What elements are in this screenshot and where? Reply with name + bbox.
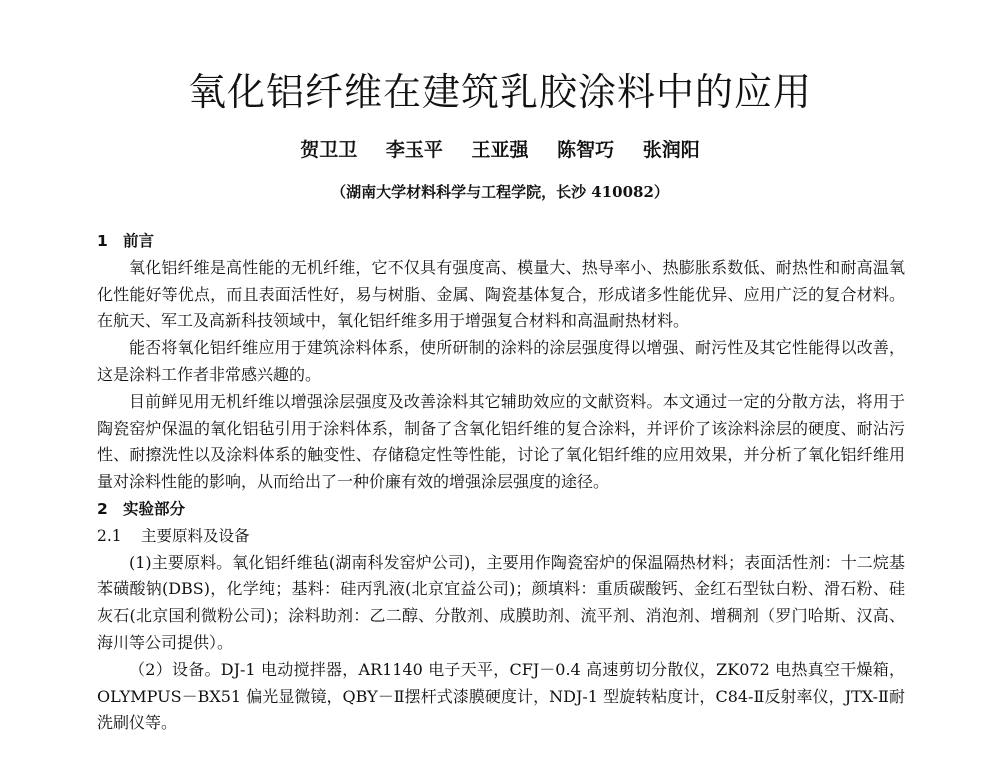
section-title: 实验部分 bbox=[123, 499, 186, 518]
body-paragraph: 氧化铝纤维是高性能的无机纤维，它不仅具有强度高、模量大、热导率小、热膨胀系数低、耐热性和耐高温氧化性能好等优点，而且表面活性好，易与树脂、金属、陶瓷基体复合，形成诸多性能优异、应用广泛的复合材料。在航天、军工及高新科技领域中，氧化铝纤维多用于增强复合材料和高温耐热材料。 bbox=[97, 257, 905, 331]
author-name: 陈智巧 bbox=[557, 139, 615, 161]
author-name: 王亚强 bbox=[471, 139, 529, 161]
section-title: 前言 bbox=[123, 232, 155, 250]
author-list bbox=[0, 137, 1000, 163]
body-paragraph: 目前鲜见用无机纤维以增强涂层强度及改善涂料其它辅助效应的文献资料。本文通过一定的分散方法，将用于陶瓷窑炉保温的氧化铝毡引用于涂料体系，制备了含氧化铝纤维的复合涂料，并评价了该涂料涂层的硬度、耐沾污性、耐擦洗性以及涂料体系的触变性、存储稳定性等性能，讨论了氧化铝纤维的应用效果，并分析了氧化铝纤维用量对涂料性能的影响，从而给出了一种价廉有效的增强涂层强度的途径。 bbox=[97, 391, 905, 492]
section-heading-intro bbox=[97, 228, 905, 255]
subsection-title: 主要原料及设备 bbox=[141, 526, 250, 545]
author-name: 李玉平 bbox=[385, 139, 443, 161]
body-paragraph: 能否将氧化铝纤维应用于建筑涂料体系，使所研制的涂料的涂层强度得以增强、耐污性及其它性能得以改善，这是涂料工作者非常感兴趣的。 bbox=[97, 338, 905, 384]
affiliation: （湖南大学材料科学与工程学院，长沙 410082） bbox=[331, 183, 669, 201]
subsection-number: 2.1 bbox=[97, 526, 122, 545]
body-paragraph: （2）设备。DJ-1 电动搅拌器，AR1140 电子天平，CFJ－0.4 高速剪切分散仪，ZK072 电热真空干燥箱，OLYMPUS－BX51 偏光显微镜，QBY－Ⅱ摆杆式漆膜硬度计，NDJ-1 型旋转粘度计，C84-Ⅱ反射率仪，JTX-Ⅱ耐洗刷仪等。 bbox=[97, 659, 905, 733]
paper-title: 氧化铝纤维在建筑乳胶涂料中的应用 bbox=[187, 70, 812, 114]
section-number: 1 bbox=[97, 232, 108, 250]
author-name: 张润阳 bbox=[642, 139, 700, 161]
section-number: 2 bbox=[97, 499, 108, 518]
subsection-heading bbox=[97, 523, 905, 550]
section-heading-experiment bbox=[97, 496, 905, 523]
author-name: 贺卫卫 bbox=[300, 139, 358, 161]
paper-body bbox=[97, 228, 905, 737]
body-paragraph: (1)主要原料。氧化铝纤维毡(湖南科发窑炉公司)，主要用作陶瓷窑炉的保温隔热材料；表面活性剂：十二烷基苯磺酸钠(DBS)，化学纯；基料：硅丙乳液(北京宜益公司)；颜填料：重质碳酸钙、金红石型钛白粉、滑石粉、硅灰石(北京国利微粉公司)；涂料助剂：乙二醇、分散剂、成膜助剂、流平剂、消泡剂、增稠剂（罗门哈斯、汉高、海川等公司提供）。 bbox=[97, 552, 905, 652]
